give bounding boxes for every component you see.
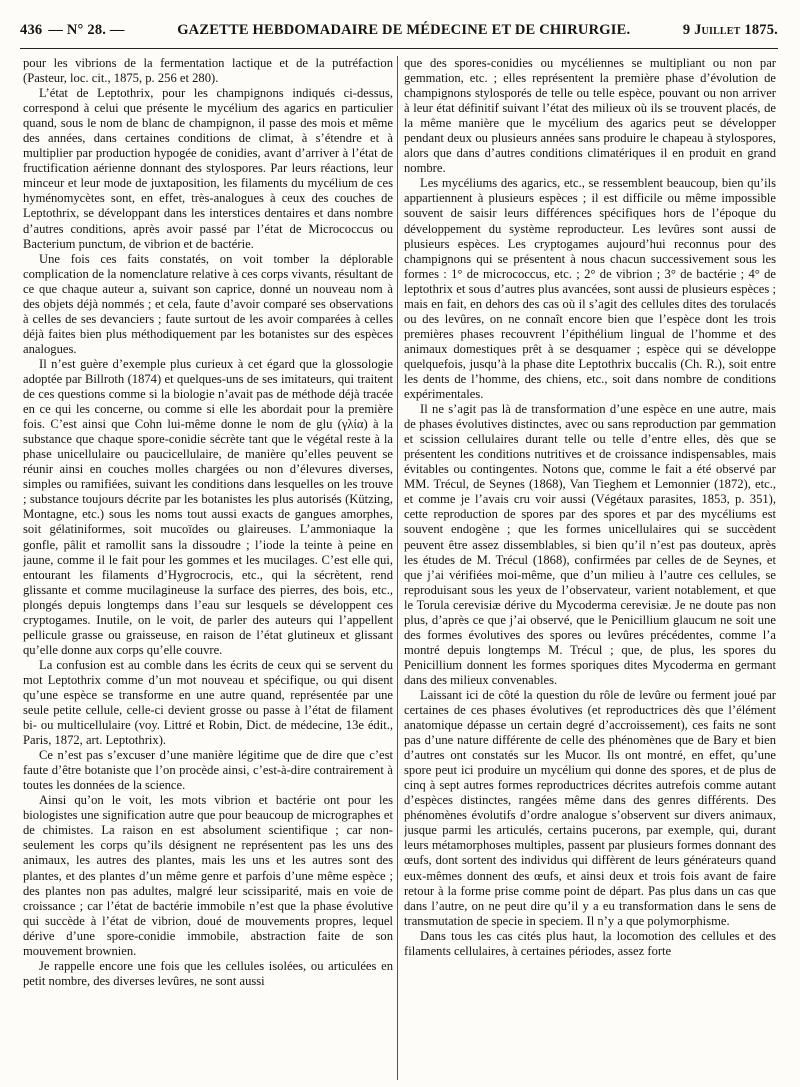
header-left: [20, 22, 125, 39]
column-divider: [397, 56, 398, 1080]
paragraph: L’état de Leptothrix, pour les champignons indiqués ci-dessus, correspond à celui que présente le mycélium des agarics en particulier quand, sous le nom de blanc de champignon, il passe des mois et même des années, dans certaines conditions de climat, à s’étendre et à multiplier par production hypogée de conidies, avant d’arriver à l’état de fructification aérienne donnant des stylospores. Par leurs réactions, leur minceur et leur mode de juxtaposition, les filaments du mycélium de ces hyménomycètes sont, en effet, très-analogues à ceux des couches de Leptothrix, se développant dans les interstices dentaires et dans nombre d’autres conditions, après avoir passé par l’état de Micrococcus ou Bacterium punctum, de vibrion et de bactérie.: [23, 86, 393, 251]
paragraph: Ainsi qu’on le voit, les mots vibrion et bactérie ont pour les biologistes une signification autre que pour beaucoup de micrographes et de chimistes. La raison en est absolument scientifique ; car non-seulement les corps qu’ils désignent ne représentent pas les uns des animaux, les autres des plantes, mais les uns et les autres sont des plantes, et des plantes d’un même genre et parfois d’une même espèce ; des plantes non pas adultes, malgré leur scissiparité, mais en voie de croissance ; car l’état de bactérie immobile n’est que la phase évolutive qui succède à l’état de vibrion, doué de mouvements propres, lequel dérive d’une spore-conidie immobile, abstraction faite de son mouvement brownien.: [23, 793, 393, 958]
paragraph: Une fois ces faits constatés, on voit tomber la déplorable complication de la nomenclature relative à ces corps vivants, résultant de ce que chaque auteur a, suivant son caprice, donné un nouveau nom à des objets déjà nommés ; et cela, faute d’avoir comparé ses observations à celles de ses devanciers ; faute surtout de les avoir comparées à celles déjà faites bien plus méthodiquement par les botanistes sur des espèces analogues.: [23, 251, 393, 356]
page-number: 436: [20, 22, 43, 38]
right-column: [404, 56, 776, 1078]
paragraph: Ce n’est pas s’excuser d’une manière légitime que de dire que c’est faute d’être botaniste que l’on procède ainsi, c’est-à-dire contrairement à toutes les données de la science.: [23, 748, 393, 793]
paragraph: Dans tous les cas cités plus haut, la locomotion des cellules et des filaments cellulaires, à certaines périodes, assez forte: [404, 928, 776, 958]
paragraph: pour les vibrions de la fermentation lactique et de la putréfaction (Pasteur, loc. cit., 1875, p. 256 et 280).: [23, 56, 393, 86]
paragraph: Je rappelle encore une fois que les cellules isolées, ou articulées en petit nombre, des diverses levûres, ne sont aussi: [23, 958, 393, 988]
paragraph: Il ne s’agit pas là de transformation d’une espèce en une autre, mais de phases évolutives distinctes, avec ou sans reproduction par gemmation et scission cellulaires durant telle ou telle d’entre elles, dès que se présentent les conditions nutritives et de croissance indispensables, mais évitables ou contingentes. Notons que, comme le fait a été observé par MM. Trécul, de Seynes (1868), Van Tieghem et Lemonnier (1872), etc., et comme je l’avais cru voir aussi (Végétaux parasites, 1853, p. 351), cette reproduction de spores par des spores et par des mycéliums est souvent endogène ; que les formes unicellulaires qui se succèdent peuvent être assez dissemblables, si bien qu’il n’est pas douteux, après les études de M. Trécul (1868), confirmées par celles de de Seynes, et que j’ai vérifiées moi-même, que d’un milieu à l’autre ces cellules, se reproduisant sous les yeux de l’observateur, varient notablement, et que le Torula cerevisiæ dérive du Mycoderma cerevisiæ. Je ne doute pas non plus, d’après ce que j’ai observé, que le Penicillium glaucum ne soit une des formes évolutives des spores ou levûres précédentes, comme l’a montré depuis longtemps M. Trécul ; que, de plus, les spores du Penicillium donnent les formes sporiques dites Mycoderma en germant dans des milieux convenables.: [404, 402, 776, 687]
journal-title: GAZETTE HEBDOMADAIRE DE MÉDECINE ET DE CHIRURGIE.: [177, 22, 631, 38]
header-rule: [20, 48, 778, 49]
left-column: [23, 56, 393, 1078]
issue-number: — N° 28. —: [48, 22, 125, 38]
paragraph: Il n’est guère d’exemple plus curieux à cet égard que la glossologie adoptée par Billroth (1874) et quelques-uns de ses imitateurs, qui traitent de ces questions comme si la biologie n’avait pas de méthode déjà tracée en ce qui les concerne, ou comme si elle les abordait pour la première fois. C’est ainsi que Cohn lui-même donne le nom de glu (γλία) à la substance que chaque spore-conidie sécrète tant que le végétal reste à la phase unicellulaire ou paucicellulaire, de manière qu’elles peuvent se réunir ainsi en couches molles chargées ou non d’élevures diverses, simples ou ramifiées, suivant les conditions dans lesquelles on les trouve ; substance toujours décrite par les botanistes les plus autorisés (Kützing, Montagne, etc.) sous les noms tout aussi exacts de gangues amorphes, soit gélatiniformes, soit mucoïdes ou glaireuses. L’ammoniaque la gonfle, pâlit et ramollit sans la dissoudre ; l’iode la teinte à peine en jaune, comme il le fait pour les gommes et les mucilages. C’est elle qui, entourant les filaments d’Hygrocrocis, etc., qui la sécrètent, rend glissante et comme mucilagineuse la surface des pierres, des bois, etc., plongés depuis longtemps dans l’eau sur lesquels se développent ces cryptogames. Inutile, on le voit, de parler des auteurs qui l’appellent pellicule grasse ou graisseuse, en raison de l’état glutineux et glissant qu’elle donne aux corps qu’elle couvre.: [23, 356, 393, 657]
paragraph: Les mycéliums des agarics, etc., se ressemblent beaucoup, bien qu’ils appartiennent à plusieurs espèces ; il est difficile ou même impossible souvent de saisir leurs différences spécifiques hors de l’époque du développement du système reproducteur. Les levûres sont aussi de plusieurs espèces. Les cryptogames aujourd’hui reconnus pour des champignons qui se présentent à nous chacun successivement sous les formes : 1° de micrococcus, etc. ; 2° de vibrion ; 3° de bactérie ; 4° de leptothrix et sous d’autres plus avancées, sont aussi de plusieurs espèces ; mais en fait, en dehors des cas où il s’agit des cellules dites des torulacés ou des levûres, on ne connaît encore bien que l’espèce dont les trois premières phases recouvrent l’épithélium lingual de l’homme et des animaux domestiques prêt à se desquamer ; espèce qui se développe quelquefois, jusqu’à la phase dite Leptothrix buccalis (Ch. R.), soit entre les dents de l’homme, des chiens, etc., soit dans nombre de conditions expérimentales.: [404, 176, 776, 402]
paragraph: La confusion est au comble dans les écrits de ceux qui se servent du mot Leptothrix comme d’un mot nouveau et spécifique, ou qui disent qu’une espèce se transforme en une autre quand, représentée par une seule petite cellule, celle-ci devient grosse ou passe à l’état de filament bi- ou multicellulaire (voy. Littré et Robin, Dict. de médecine, 13e édit., Paris, 1872, art. Leptothrix).: [23, 657, 393, 748]
paragraph: Laissant ici de côté la question du rôle de levûre ou ferment joué par certaines de ces phases évolutives (et reproductrices dès que l’élément anatomique dépasse un certain degré d’accroissement), ces faits ne sont pas d’une nature différente de celle des phénomènes que de Bary et bien d’autres ont constatés sur les Mucor. Ils ont montré, en effet, qu’une spore peut ici produire un mycélium qui donne des spores, et de plus de cinq à sept autres formes reproductrices décrites autrefois comme autant d’espèces distinctes, rangées même dans des genres différents. Des phénomènes évolutifs d’ordre analogue s’observent sur divers animaux, jusque parmi les articulés, certains pucerons, par exemple, qui, durant leurs métamorphoses multiples, passent par plusieurs formes donnant des œufs, dont sortent des individus qui diffèrent de leurs générateurs quand eux-mêmes donnent des œufs, et ainsi deux et trois fois avant de faire retour à la forme prise comme point de départ. Pas plus dans un cas que dans l’autre, on ne peut dire qu’il y a eu transformation dans le sens de transmutation de specie in speciem. Il n’y a que polymorphisme.: [404, 687, 776, 928]
issue-date: 9 Juillet 1875.: [682, 22, 778, 38]
paragraph: que des spores-conidies ou mycéliennes se multipliant ou non par gemmation, etc. ; elles représentent la première phase d’évolution de champignons stylosporés de telle ou telle espèce, pouvant ou non arriver à leur état définitif suivant l’état des milieux où ils se trouvent placés, de la même manière que le mycélium des agarics peut se développer pendant deux ou plusieurs années sans produire le chapeau à stylospores, alors que dans d’autres conditions climatériques il en produit en grand nombre.: [404, 56, 776, 176]
page-header: [20, 22, 778, 44]
